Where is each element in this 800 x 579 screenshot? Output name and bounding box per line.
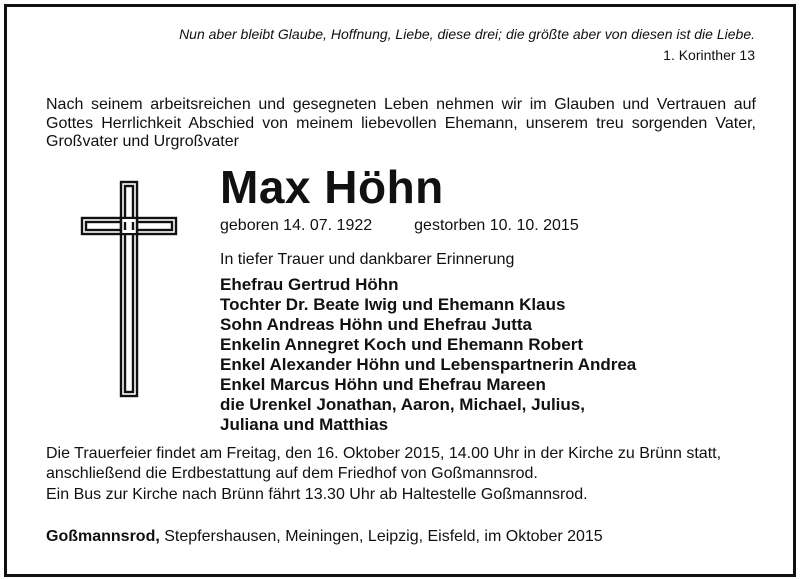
footer-places (46, 528, 603, 546)
family-member: Enkelin Annegret Koch und Ehemann Robert (220, 335, 584, 354)
death-date: gestorben 10. 10. 2015 (414, 217, 579, 234)
footer-main-place: Goßmannsrod, (46, 528, 160, 545)
family-member: Sohn Andreas Höhn und Ehefrau Jutta (220, 315, 532, 334)
family-member: Enkel Alexander Höhn und Lebenspartnerin Andrea (220, 355, 637, 374)
service-info: Die Trauerfeier findet am Freitag, den 16. Oktober 2015, 14.00 Uhr in der Kirche zu Brünn statt, anschließend die Erdbestattung auf dem Friedhof von Goßmannsrod. (46, 445, 722, 482)
family-member: Juliana und Matthias (220, 415, 389, 434)
family-list (220, 275, 636, 435)
family-member: Enkel Marcus Höhn und Ehefrau Mareen (220, 375, 546, 394)
intro-text: Nach seinem arbeitsreichen und gesegneten Leben nehmen wir im Glauben und Vertrauen auf Gottes Herrlichkeit Abschied von meinem liebevollen Ehemann, unserem treu sorgenden Vater, Großvater und Urgroßvater (46, 96, 756, 150)
mourning-line: In tiefer Trauer und dankbarer Erinnerung (220, 251, 515, 268)
family-member: Tochter Dr. Beate Iwig und Ehemann Klaus (220, 295, 566, 314)
life-dates (220, 217, 621, 235)
deceased-name: Max Höhn (220, 161, 444, 213)
family-member: die Urenkel Jonathan, Aaron, Michael, Julius, (220, 395, 585, 414)
footer-other-places: Stepfershausen, Meiningen, Leipzig, Eisfeld, im Oktober 2015 (159, 528, 603, 545)
bible-quote: Nun aber bleibt Glaube, Hoffnung, Liebe, diese drei; die größte aber von diesen ist die Liebe. (179, 26, 755, 42)
cross-icon (80, 180, 180, 400)
bible-reference: 1. Korinther 13 (663, 47, 755, 63)
bus-info: Ein Bus zur Kirche nach Brünn fährt 13.30 Uhr ab Haltestelle Goßmannsrod. (46, 486, 588, 503)
birth-date: geboren 14. 07. 1922 (220, 217, 373, 234)
family-member: Ehefrau Gertrud Höhn (220, 275, 399, 294)
